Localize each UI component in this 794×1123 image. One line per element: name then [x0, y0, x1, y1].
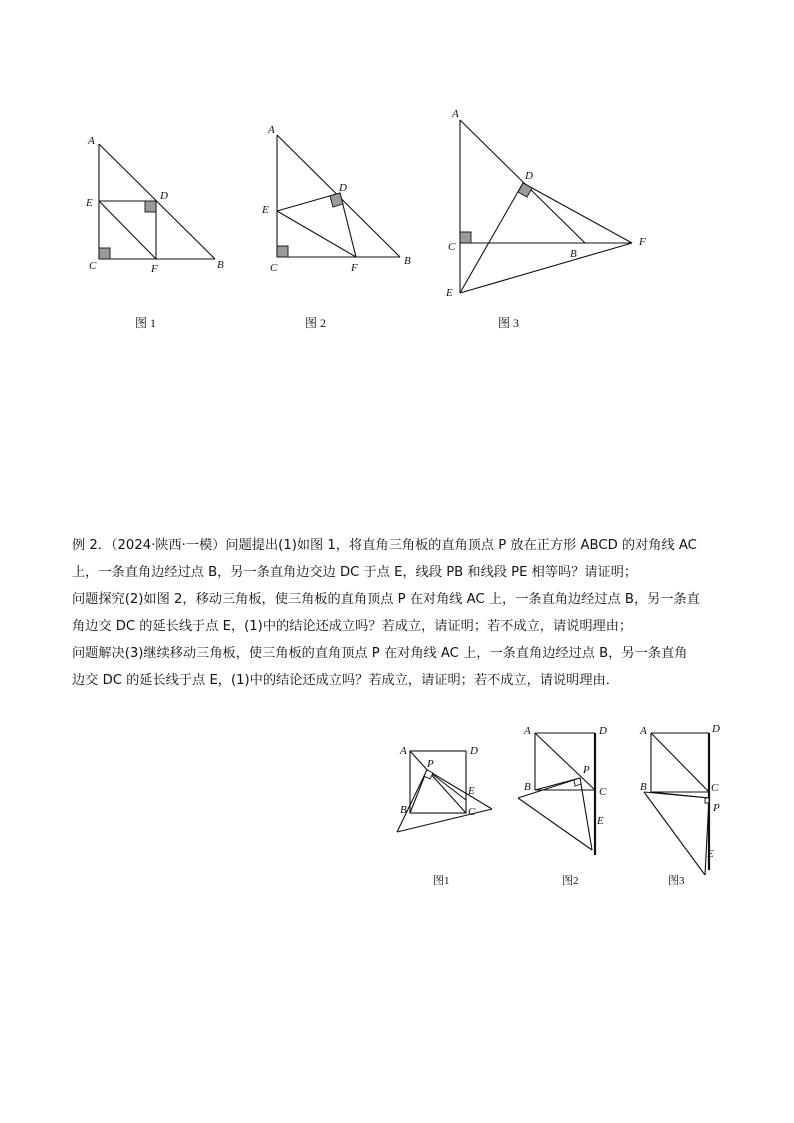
bottom-figures: [0, 720, 794, 920]
fig1-label-d: D: [160, 190, 168, 202]
b1-label-b: B: [400, 804, 407, 816]
fig1-label-f: F: [151, 263, 158, 275]
fig2-label-f: F: [351, 262, 358, 274]
fig2-label-b: B: [404, 255, 411, 267]
problem-line-2: 上，一条直角边经过点 B，另一条直角边交边 DC 于点 E，线段 PB 和线段 PE 相等吗？请证明；: [72, 565, 638, 580]
b1-label-d: D: [470, 745, 478, 757]
fig3-caption: 图 3: [498, 316, 520, 330]
b2-label-b: B: [524, 781, 531, 793]
fig1-label-e: E: [86, 197, 93, 209]
b1-label-a: A: [400, 745, 407, 757]
b3-caption: 图3: [668, 875, 685, 887]
b3-label-b: B: [640, 781, 647, 793]
bottom-figure-1: [397, 745, 492, 887]
b1-label-c: C: [468, 806, 476, 818]
bottom-figure-2: [518, 725, 607, 887]
problem-line-6: 边交 DC 的延长线于点 E，(1)中的结论还成立吗？若成立，请证明；若不成立，请说明理由．: [72, 673, 619, 688]
fig1-label-a: A: [88, 135, 95, 147]
b3-label-p: P: [713, 802, 720, 814]
top-figures: [0, 0, 794, 360]
b2-label-p: P: [583, 764, 590, 776]
b1-label-p: P: [427, 758, 434, 770]
fig2-label-c: C: [270, 262, 278, 274]
fig1-label-b: B: [217, 259, 224, 271]
top-figure-2: [261, 124, 411, 330]
b2-label-e: E: [597, 815, 604, 827]
fig3-label-e: E: [446, 287, 453, 299]
fig1-label-c: C: [89, 260, 97, 272]
fig3-label-a: A: [452, 108, 459, 120]
fig2-label-e: E: [262, 204, 269, 216]
fig3-label-d: D: [525, 170, 533, 182]
b2-caption: 图2: [562, 875, 579, 887]
b1-caption: 图1: [433, 875, 450, 887]
fig2-caption: 图 2: [305, 316, 327, 330]
fig3-label-f: F: [639, 236, 646, 248]
b2-label-c: C: [599, 786, 607, 798]
top-figure-1: [85, 135, 224, 330]
b2-label-a: A: [524, 725, 531, 737]
b3-label-c: C: [711, 782, 719, 794]
fig3-label-b: B: [570, 248, 577, 260]
b3-label-a: A: [640, 725, 647, 737]
b3-label-d: D: [712, 723, 720, 735]
problem-text: [72, 532, 732, 694]
fig2-label-a: A: [268, 124, 275, 136]
fig2-label-d: D: [339, 182, 347, 194]
bottom-figure-3: [639, 723, 720, 887]
top-figure-3: [445, 108, 646, 330]
problem-line-4: 角边交 DC 的延长线于点 E，(1)中的结论还成立吗？若成立，请证明；若不成立，请说明理由；: [72, 619, 633, 634]
problem-line-1: 例 2．（2024·陕西·一模）问题提出(1)如图 1，将直角三角板的直角顶点 P 放在正方形 ABCD 的对角线 AC: [72, 538, 697, 553]
problem-line-5: 问题解决(3)继续移动三角板，使三角板的直角顶点 P 在对角线 AC 上，一条直角边经过点 B，另一条直角: [72, 646, 688, 661]
fig1-caption: 图 1: [135, 316, 157, 330]
b3-label-e: E: [707, 848, 714, 860]
problem-line-3: 问题探究(2)如图 2，移动三角板，使三角板的直角顶点 P 在对角线 AC 上，一条直角边经过点 B，另一条直: [72, 592, 700, 607]
b2-label-d: D: [599, 725, 607, 737]
fig3-label-c: C: [448, 241, 456, 253]
b1-label-e: E: [468, 785, 475, 797]
